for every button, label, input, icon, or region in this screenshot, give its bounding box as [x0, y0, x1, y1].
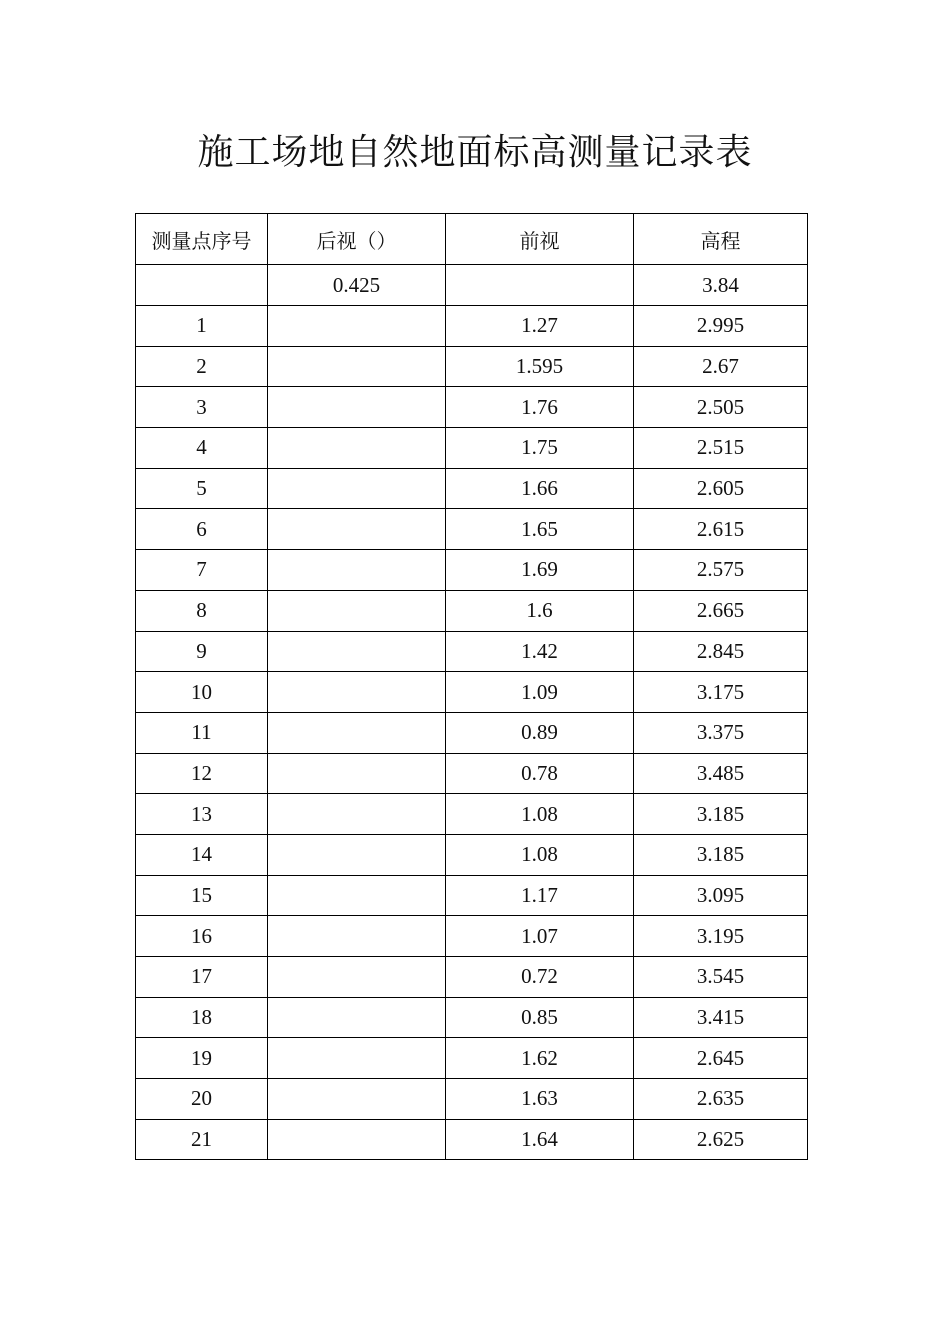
cell-elevation: 3.175 [634, 672, 808, 713]
cell-elevation: 2.665 [634, 590, 808, 631]
cell-backsight [268, 794, 446, 835]
table-row [136, 346, 808, 387]
cell-elevation: 2.615 [634, 509, 808, 550]
cell-elevation: 2.625 [634, 1119, 808, 1160]
cell-foresight: 0.85 [446, 997, 634, 1038]
header-foresight: 前视 [446, 214, 634, 265]
cell-foresight: 0.89 [446, 712, 634, 753]
base-row [136, 265, 808, 306]
cell-backsight: 0.425 [268, 265, 446, 306]
cell-elevation: 3.095 [634, 875, 808, 916]
table-row [136, 753, 808, 794]
cell-point-no [136, 265, 268, 306]
cell-point-no: 5 [136, 468, 268, 509]
cell-point-no: 19 [136, 1038, 268, 1079]
cell-backsight [268, 672, 446, 713]
cell-elevation: 3.415 [634, 997, 808, 1038]
cell-foresight: 1.07 [446, 916, 634, 957]
cell-foresight: 1.62 [446, 1038, 634, 1079]
cell-foresight: 1.69 [446, 550, 634, 591]
table-row [136, 631, 808, 672]
cell-backsight [268, 875, 446, 916]
cell-foresight: 1.75 [446, 428, 634, 469]
cell-backsight [268, 1038, 446, 1079]
cell-backsight [268, 428, 446, 469]
table-row [136, 672, 808, 713]
cell-foresight: 1.09 [446, 672, 634, 713]
cell-point-no: 11 [136, 712, 268, 753]
cell-foresight: 1.08 [446, 834, 634, 875]
cell-foresight: 0.78 [446, 753, 634, 794]
cell-backsight [268, 712, 446, 753]
cell-backsight [268, 631, 446, 672]
cell-foresight: 1.6 [446, 590, 634, 631]
cell-foresight: 1.63 [446, 1079, 634, 1120]
cell-elevation: 3.485 [634, 753, 808, 794]
table-row [136, 550, 808, 591]
cell-elevation: 2.505 [634, 387, 808, 428]
cell-elevation: 2.635 [634, 1079, 808, 1120]
cell-backsight [268, 387, 446, 428]
cell-elevation: 2.67 [634, 346, 808, 387]
table-row [136, 957, 808, 998]
cell-foresight: 1.27 [446, 306, 634, 347]
cell-backsight [268, 997, 446, 1038]
cell-backsight [268, 306, 446, 347]
cell-foresight: 1.65 [446, 509, 634, 550]
table-header-row [136, 214, 808, 265]
cell-point-no: 12 [136, 753, 268, 794]
cell-elevation: 2.645 [634, 1038, 808, 1079]
cell-elevation: 3.195 [634, 916, 808, 957]
cell-point-no: 8 [136, 590, 268, 631]
cell-point-no: 4 [136, 428, 268, 469]
cell-point-no: 13 [136, 794, 268, 835]
cell-point-no: 21 [136, 1119, 268, 1160]
table-row [136, 428, 808, 469]
table-row [136, 509, 808, 550]
cell-backsight [268, 590, 446, 631]
table-row [136, 712, 808, 753]
cell-point-no: 16 [136, 916, 268, 957]
cell-foresight: 1.595 [446, 346, 634, 387]
cell-foresight: 1.64 [446, 1119, 634, 1160]
cell-point-no: 2 [136, 346, 268, 387]
cell-elevation: 3.84 [634, 265, 808, 306]
cell-foresight: 0.72 [446, 957, 634, 998]
table-row [136, 997, 808, 1038]
cell-foresight [446, 265, 634, 306]
cell-backsight [268, 916, 446, 957]
table-row [136, 590, 808, 631]
cell-point-no: 6 [136, 509, 268, 550]
page-title: 施工场地自然地面标高测量记录表 [197, 132, 753, 174]
cell-backsight [268, 550, 446, 591]
cell-elevation: 2.605 [634, 468, 808, 509]
cell-point-no: 18 [136, 997, 268, 1038]
table-row [136, 387, 808, 428]
cell-point-no: 3 [136, 387, 268, 428]
table-row [136, 1119, 808, 1160]
table-row [136, 306, 808, 347]
cell-backsight [268, 468, 446, 509]
cell-point-no: 15 [136, 875, 268, 916]
cell-foresight: 1.42 [446, 631, 634, 672]
cell-backsight [268, 834, 446, 875]
table-row [136, 834, 808, 875]
cell-backsight [268, 1079, 446, 1120]
cell-elevation: 2.515 [634, 428, 808, 469]
cell-elevation: 2.845 [634, 631, 808, 672]
cell-backsight [268, 346, 446, 387]
cell-point-no: 10 [136, 672, 268, 713]
cell-foresight: 1.17 [446, 875, 634, 916]
survey-record-table [135, 213, 808, 1160]
table-row [136, 794, 808, 835]
cell-point-no: 9 [136, 631, 268, 672]
table-row [136, 916, 808, 957]
cell-point-no: 7 [136, 550, 268, 591]
cell-point-no: 17 [136, 957, 268, 998]
cell-elevation: 3.185 [634, 794, 808, 835]
table-row [136, 1038, 808, 1079]
cell-foresight: 1.66 [446, 468, 634, 509]
cell-elevation: 2.575 [634, 550, 808, 591]
cell-elevation: 2.995 [634, 306, 808, 347]
cell-elevation: 3.185 [634, 834, 808, 875]
cell-backsight [268, 1119, 446, 1160]
table-row [136, 875, 808, 916]
cell-backsight [268, 753, 446, 794]
cell-elevation: 3.375 [634, 712, 808, 753]
cell-point-no: 20 [136, 1079, 268, 1120]
table-row [136, 1079, 808, 1120]
header-backsight: 后视（） [268, 214, 446, 265]
cell-elevation: 3.545 [634, 957, 808, 998]
cell-foresight: 1.76 [446, 387, 634, 428]
cell-point-no: 1 [136, 306, 268, 347]
header-elevation: 高程 [634, 214, 808, 265]
header-point-no: 测量点序号 [136, 214, 268, 265]
cell-backsight [268, 509, 446, 550]
cell-point-no: 14 [136, 834, 268, 875]
table-row [136, 468, 808, 509]
cell-foresight: 1.08 [446, 794, 634, 835]
cell-backsight [268, 957, 446, 998]
